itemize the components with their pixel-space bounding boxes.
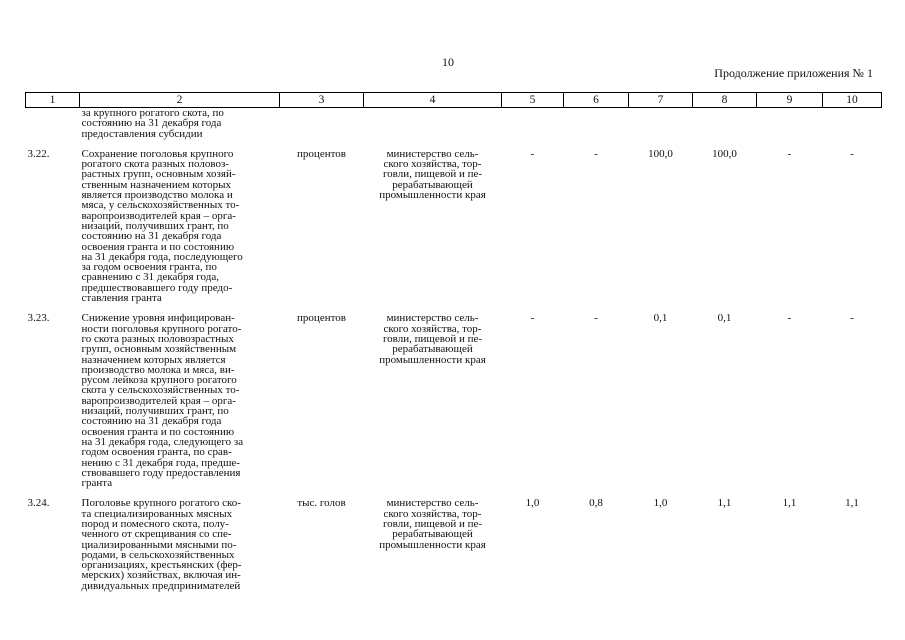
continuation-text: за крупного рогатого скота, по состоянию на 31 декабря года предоставления субсидии <box>81 107 224 140</box>
continuation-row <box>26 108 882 139</box>
header-cell: 8 <box>693 93 757 108</box>
header-cell: 5 <box>502 93 564 108</box>
header-cell: 2 <box>80 93 280 108</box>
responsible-cell: министерство сель- ского хозяйства, тор- говли, пищевой и пе- рерабатывающей промышленности края <box>379 147 486 202</box>
value-cell: - <box>850 312 854 325</box>
value-cell: - <box>530 147 535 160</box>
header-cell: 9 <box>757 93 823 108</box>
header-row <box>26 93 882 108</box>
responsible-cell: министерство сель- ского хозяйства, тор- говли, пищевой и пе- рерабатывающей промышленности края <box>379 312 486 366</box>
value-cell: 0,1 <box>717 312 732 325</box>
value-cell: 1,1 <box>717 497 732 510</box>
header-cell: 3 <box>280 93 364 108</box>
value-cell: 100,0 <box>648 147 673 160</box>
header-cell: 6 <box>564 93 629 108</box>
indicators-table <box>25 92 882 591</box>
value-cell: 1,0 <box>653 497 668 510</box>
indicator-description: Снижение уровня инфицирован- ности поголовья крупного рогато- го скота разных половозрастных групп, основным хозяйственным назначением которых является производство молока и мяса, ви- русом лейкоза крупного рогатого скота у сельскохозяйственных то- варопроизводителей края – орга- низаций, получивших грант, по состоянию на 31 декабря года освоения гранта и по состоянию на 31 декабря года, следующего за годом освоения гранта, по срав- нению с 31 декабря года, предше- ствовавшего году предоставления гранта <box>81 312 244 490</box>
value-cell: 1,0 <box>525 497 540 510</box>
table-row <box>26 139 882 303</box>
value-cell: - <box>594 147 598 160</box>
value-cell: 1,1 <box>782 497 797 510</box>
responsible-cell: министерство сель- ского хозяйства, тор- говли, пищевой и пе- рерабатывающей промышленности края <box>379 497 486 551</box>
unit-cell: процентов <box>297 147 346 160</box>
value-cell: 0,8 <box>589 497 603 510</box>
continuation-title: Продолжение приложения № 1 <box>714 66 873 80</box>
unit-cell: процентов <box>297 312 346 325</box>
value-cell: - <box>850 147 854 160</box>
table-row <box>26 488 882 591</box>
row-number: 3.24. <box>27 497 50 510</box>
table-row <box>26 303 882 488</box>
value-cell: - <box>787 147 792 160</box>
header-cell: 4 <box>364 93 502 108</box>
unit-cell: тыс. голов <box>297 497 346 510</box>
row-number: 3.22. <box>27 147 50 160</box>
row-number: 3.23. <box>27 312 50 325</box>
page-number: 10 <box>442 55 454 69</box>
indicator-description: Сохранение поголовья крупного рогатого скота разных половоз- растных групп, основным хозяй- ственным назначением которых является производство молока и мяса, у сельскохозяйственных то- варопроизводителей края – орга- низаций, получивших грант, по состоянию на 31 декабря года освоения гранта и по состоянию на 31 декабря года, последующего за годом освоения гранта, по сравнению с 31 декабря года, предшествовавшего году предо- ставления гранта <box>81 147 243 305</box>
value-cell: 100,0 <box>712 147 737 160</box>
value-cell: 1,1 <box>845 497 859 510</box>
value-cell: - <box>787 312 792 325</box>
value-cell: - <box>530 312 535 325</box>
indicator-description: Поголовье крупного рогатого ско- та специализированных мясных пород и помесного скота, полу- ченного от скрещивания со спе- циализированными мясными по- родами, в сельскохозяйственных организациях, крестьянских (фер- мерских) хозяйствах, включая ин- дивидуальных предпринимателей <box>81 497 242 592</box>
value-cell: 0,1 <box>653 312 668 325</box>
value-cell: - <box>594 312 598 325</box>
header-cell: 1 <box>26 93 80 108</box>
header-cell: 7 <box>629 93 693 108</box>
header-cell: 10 <box>823 93 882 108</box>
